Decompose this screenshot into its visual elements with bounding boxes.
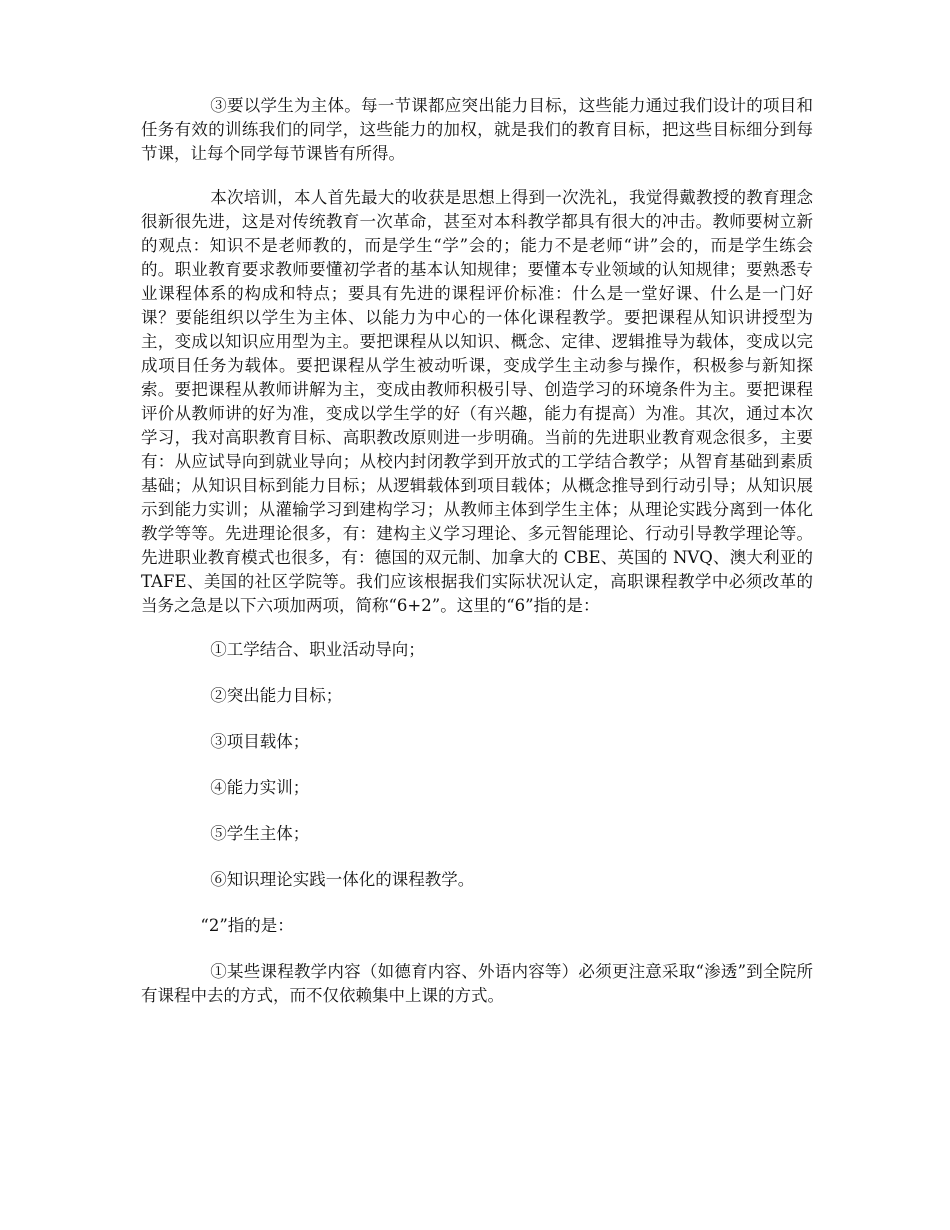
paragraph-penetration-method: ①某些课程教学内容（如德育内容、外语内容等）必须更注意采取“渗透”到全院所有课程中去的方式，而不仅依赖集中上课的方式。 (141, 962, 813, 1005)
paragraph-student-subject: ③要以学生为主体。每一节课都应突出能力目标，这些能力通过我们设计的项目和任务有效的训练我们的同学，这些能力的加权，就是我们的教育目标，把这些目标细分到每节课，让每个同学每节课皆有所得。 (141, 96, 813, 163)
document-page (141, 94, 813, 1028)
list-item-student-subject: ⑤学生主体； (210, 824, 310, 843)
list-item-ability-goal: ②突出能力目标； (210, 686, 343, 705)
list-item-ability-training: ④能力实训； (210, 778, 310, 797)
paragraph-two-refers: “2”指的是： (200, 916, 294, 935)
list-item-project-carrier: ③项目载体； (210, 732, 310, 751)
list-item-integrated-teaching: ⑥知识理论实践一体化的课程教学。 (210, 870, 475, 889)
paragraph-training-summary: 本次培训，本人首先最大的收获是思想上得到一次洗礼，我觉得戴教授的教育理念很新很先进，这是对传统教育一次革命，甚至对本科教学都具有很大的冲击。教师要树立新的观点：知识不是老师教的，而是学生“学”会的；能力不是老师“讲”会的，而是学生练会的。职业教育要求教师要懂初学者的基本认知规律；要懂本专业领域的认知规律；要熟悉专业课程体系的构成和特点；要具有先进的课程评价标准：什么是一堂好课、什么是一门好课？要能组织以学生为主体、以能力为中心的一体化课程教学。要把课程从知识讲授型为主，变成以知识应用型为主。要把课程从以知识、概念、定律、逻辑推导为载体，变成以完成项目任务为载体。要把课程从学生被动听课，变成学生主动参与操作，积极参与新知探索。要把课程从教师讲解为主，变成由教师积极引导、创造学习的环境条件为主。要把课程评价从教师讲的好为准，变成以学生学的好（有兴趣，能力有提高）为准。其次，通过本次学习，我对高职教育目标、高职教改原则进一步明确。当前的先进职业教育观念很多，主要有：从应试导向到就业导向；从校内封闭教学到开放式的工学结合教学；从智育基础到素质基础；从知识目标到能力目标；从逻辑载体到项目载体；从概念推导到行动引导；从知识展示到能力实训；从灌输学习到建构学习；从教师主体到学生主体；从理论实践分离到一体化教学等等。先进理论很多，有：建构主义学习理论、多元智能理论、行动引导教学理论等。先进职业教育模式也很多，有：德国的双元制、加拿大的 CBE、英国的 NVQ、澳大利亚的 TAFE、美国的社区学院等。我们应该根据我们实际状况认定，高职课程教学中必须改革的当务之急是以下六项加两项，简称“6+2”。这里的“6”指的是： (141, 188, 813, 615)
list-item-work-integration: ①工学结合、职业活动导向； (210, 640, 425, 659)
